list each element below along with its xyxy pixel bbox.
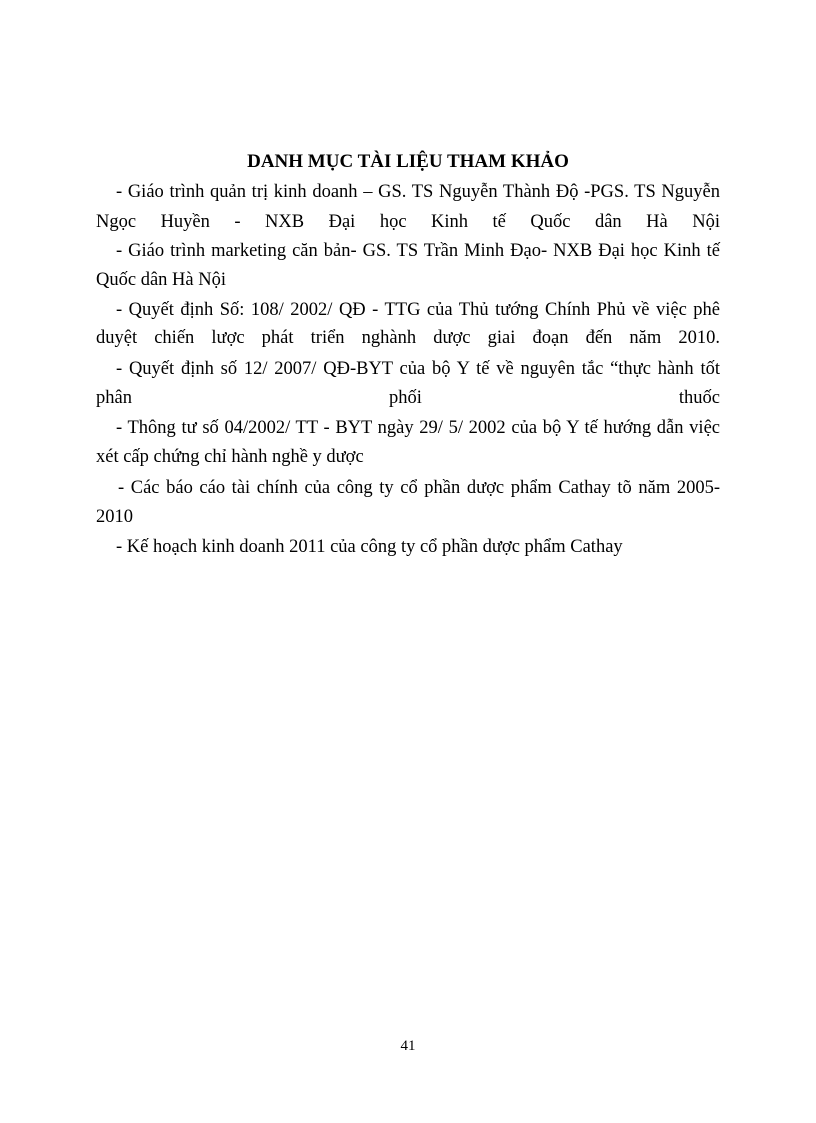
reference-1-line-1: - Giáo trình quản trị kinh doanh – GS. TS Nguyễn Thành Độ -PGS. TS Nguyễn bbox=[116, 182, 720, 202]
reference-2-line-2: Quốc dân Hà Nội bbox=[96, 270, 226, 290]
reference-4-line-1: - Quyết định số 12/ 2007/ QĐ-BYT của bộ Y tế về nguyên tắc “thực hành tốt bbox=[116, 359, 720, 379]
reference-4-line-2: phân phối thuốc bbox=[96, 388, 720, 408]
reference-5-line-1: - Thông tư số 04/2002/ TT - BYT ngày 29/ 5/ 2002 của bộ Y tế hướng dẫn việc bbox=[116, 418, 720, 438]
reference-1-line-2: Ngọc Huyền - NXB Đại học Kinh tế Quốc dân Hà Nội bbox=[96, 212, 720, 232]
reference-6-line-1: - Các báo cáo tài chính của công ty cổ phần dược phẩm Cathay tõ năm 2005- bbox=[118, 478, 720, 498]
page-title: DANH MỤC TÀI LIỆU THAM KHẢO bbox=[247, 151, 569, 172]
reference-3-line-1: - Quyết định Số: 108/ 2002/ QĐ - TTG của Thủ tướng Chính Phủ về việc phê bbox=[116, 300, 720, 320]
reference-6-line-2: 2010 bbox=[96, 507, 133, 527]
reference-7-line-1: - Kế hoạch kinh doanh 2011 của công ty cổ phần dược phẩm Cathay bbox=[116, 537, 623, 557]
reference-5-line-2: xét cấp chứng chỉ hành nghề y dược bbox=[96, 447, 364, 467]
reference-3-line-2: duyệt chiến lược phát triển nghành dược giai đoạn đến năm 2010. bbox=[96, 328, 720, 348]
reference-2-line-1: - Giáo trình marketing căn bản- GS. TS Trần Minh Đạo- NXB Đại học Kinh tế bbox=[116, 241, 720, 261]
page-number: 41 bbox=[400, 1038, 416, 1054]
